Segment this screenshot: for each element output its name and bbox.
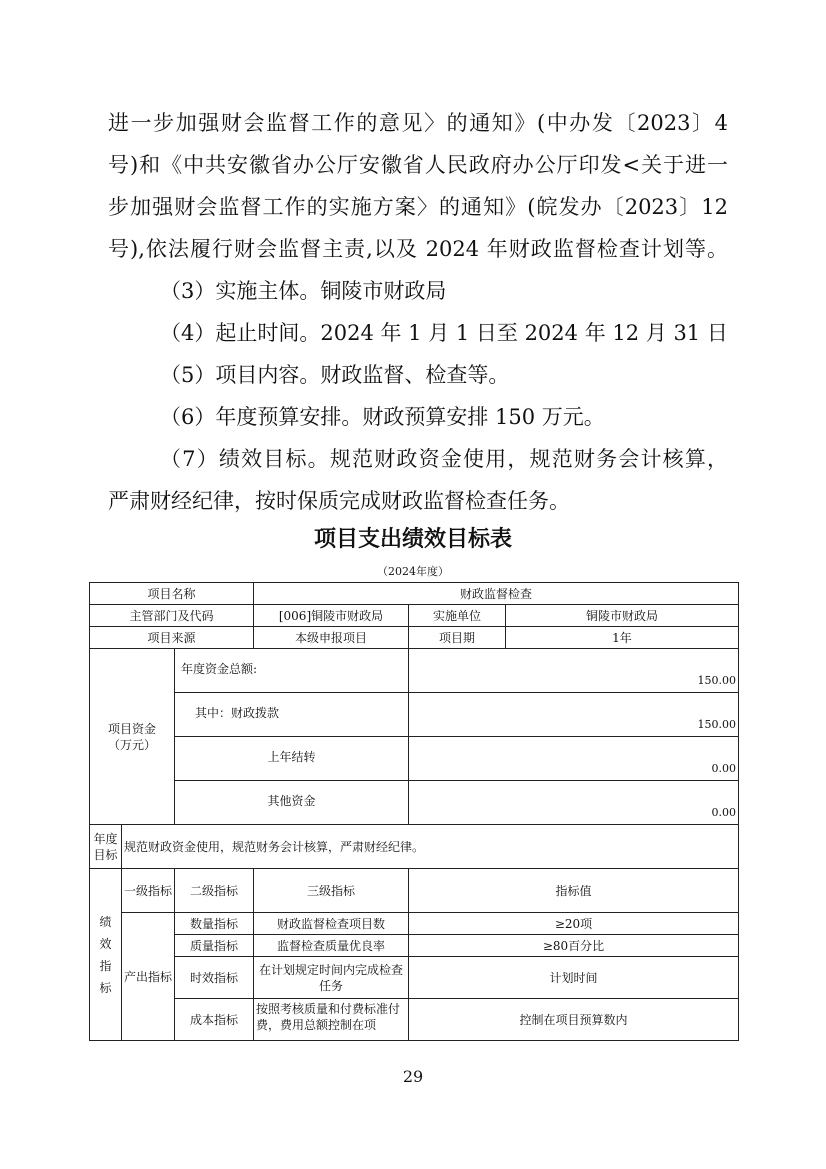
perf-label-char: 指 — [99, 958, 112, 973]
perf-label-char: 绩 — [99, 914, 112, 929]
body-line: （5）项目内容。财政监督、检查等。 — [160, 363, 510, 387]
fund-label: 其中：财政拨款 — [175, 693, 409, 737]
fund-label: 其他资金 — [175, 781, 409, 825]
indicator-level3: 在计划规定时间内完成检查任务 — [254, 957, 409, 999]
annual-goal-text: 规范财政资金使用，规范财务会计核算，严肃财经纪律。 — [122, 825, 739, 869]
body-text — [108, 102, 728, 522]
performance-goal-table — [89, 582, 739, 1041]
body-line: 号),依法履行财会监督主责,以及 2024 年财政监督检查计划等。 — [108, 237, 728, 261]
indicator-value: ≥80百分比 — [409, 935, 739, 957]
indicator-level2: 时效指标 — [175, 957, 254, 999]
source-value: 本级申报项目 — [254, 627, 409, 649]
page-number: 29 — [402, 1067, 424, 1086]
fund-label: 年度资金总额: — [175, 649, 409, 693]
perf-label-char: 效 — [99, 936, 112, 951]
table-title: 项目支出绩效目标表 — [313, 527, 512, 552]
period-label: 项目期 — [409, 627, 506, 649]
indicator-level3: 财政监督检查项目数 — [254, 913, 409, 935]
perf-label-char: 标 — [99, 980, 112, 995]
funds-label — [90, 649, 175, 825]
annual-goal-label — [90, 825, 122, 869]
indicator-level3: 按照考核质量和付费标准付费，费用总额控制在项 — [254, 999, 409, 1041]
indicator-level2: 成本指标 — [175, 999, 254, 1041]
header-level3: 三级指标 — [254, 869, 409, 913]
indicator-level2: 质量指标 — [175, 935, 254, 957]
indicator-level2: 数量指标 — [175, 913, 254, 935]
output-indicator-label: 产出指标 — [122, 913, 175, 1041]
fund-value: 0.00 — [409, 737, 739, 781]
fund-label: 上年结转 — [175, 737, 409, 781]
project-name-label: 项目名称 — [90, 583, 254, 605]
perf-indicator-label — [90, 869, 122, 1041]
funds-unit: （万元） — [107, 737, 156, 752]
body-line: 步加强财会监督工作的实施方案〉的通知》(皖发办〔2023〕12 — [108, 195, 728, 219]
impl-unit-label: 实施单位 — [409, 605, 506, 627]
project-name-value: 财政监督检查 — [254, 583, 739, 605]
fund-value: 150.00 — [409, 649, 739, 693]
body-line: 号)和《中共安徽省办公厅安徽省人民政府办公厅印发<关于进一 — [108, 153, 728, 177]
funds-label-text: 项目资金 — [107, 721, 156, 736]
header-value: 指标值 — [409, 869, 739, 913]
impl-unit-value: 铜陵市财政局 — [506, 605, 739, 627]
period-value: 1年 — [506, 627, 739, 649]
body-line: （7）绩效目标。规范财政资金使用，规范财务会计核算， — [160, 447, 728, 471]
dept-value: [006]铜陵市财政局 — [254, 605, 409, 627]
annual-goal-label-2: 目标 — [93, 847, 118, 862]
fund-value: 0.00 — [409, 781, 739, 825]
header-level2: 二级指标 — [175, 869, 254, 913]
indicator-value: ≥20项 — [409, 913, 739, 935]
indicator-value: 计划时间 — [409, 957, 739, 999]
annual-goal-label-1: 年度 — [93, 831, 118, 846]
dept-label: 主管部门及代码 — [90, 605, 254, 627]
fund-value: 150.00 — [409, 693, 739, 737]
table-year: （2024年度） — [377, 565, 449, 578]
body-line: 进一步加强财会监督工作的意见〉的通知》(中办发〔2023〕4 — [108, 111, 728, 135]
body-line: 严肃财经纪律，按时保质完成财政监督检查任务。 — [108, 489, 570, 513]
header-level1: 一级指标 — [122, 869, 175, 913]
indicator-value: 控制在项目预算数内 — [409, 999, 739, 1041]
body-line: （4）起止时间。2024 年 1 月 1 日至 2024 年 12 月 31 日 — [160, 321, 728, 345]
body-line: （6）年度预算安排。财政预算安排 150 万元。 — [160, 405, 605, 429]
indicator-level3: 监督检查质量优良率 — [254, 935, 409, 957]
body-line: （3）实施主体。铜陵市财政局 — [160, 279, 447, 303]
source-label: 项目来源 — [90, 627, 254, 649]
